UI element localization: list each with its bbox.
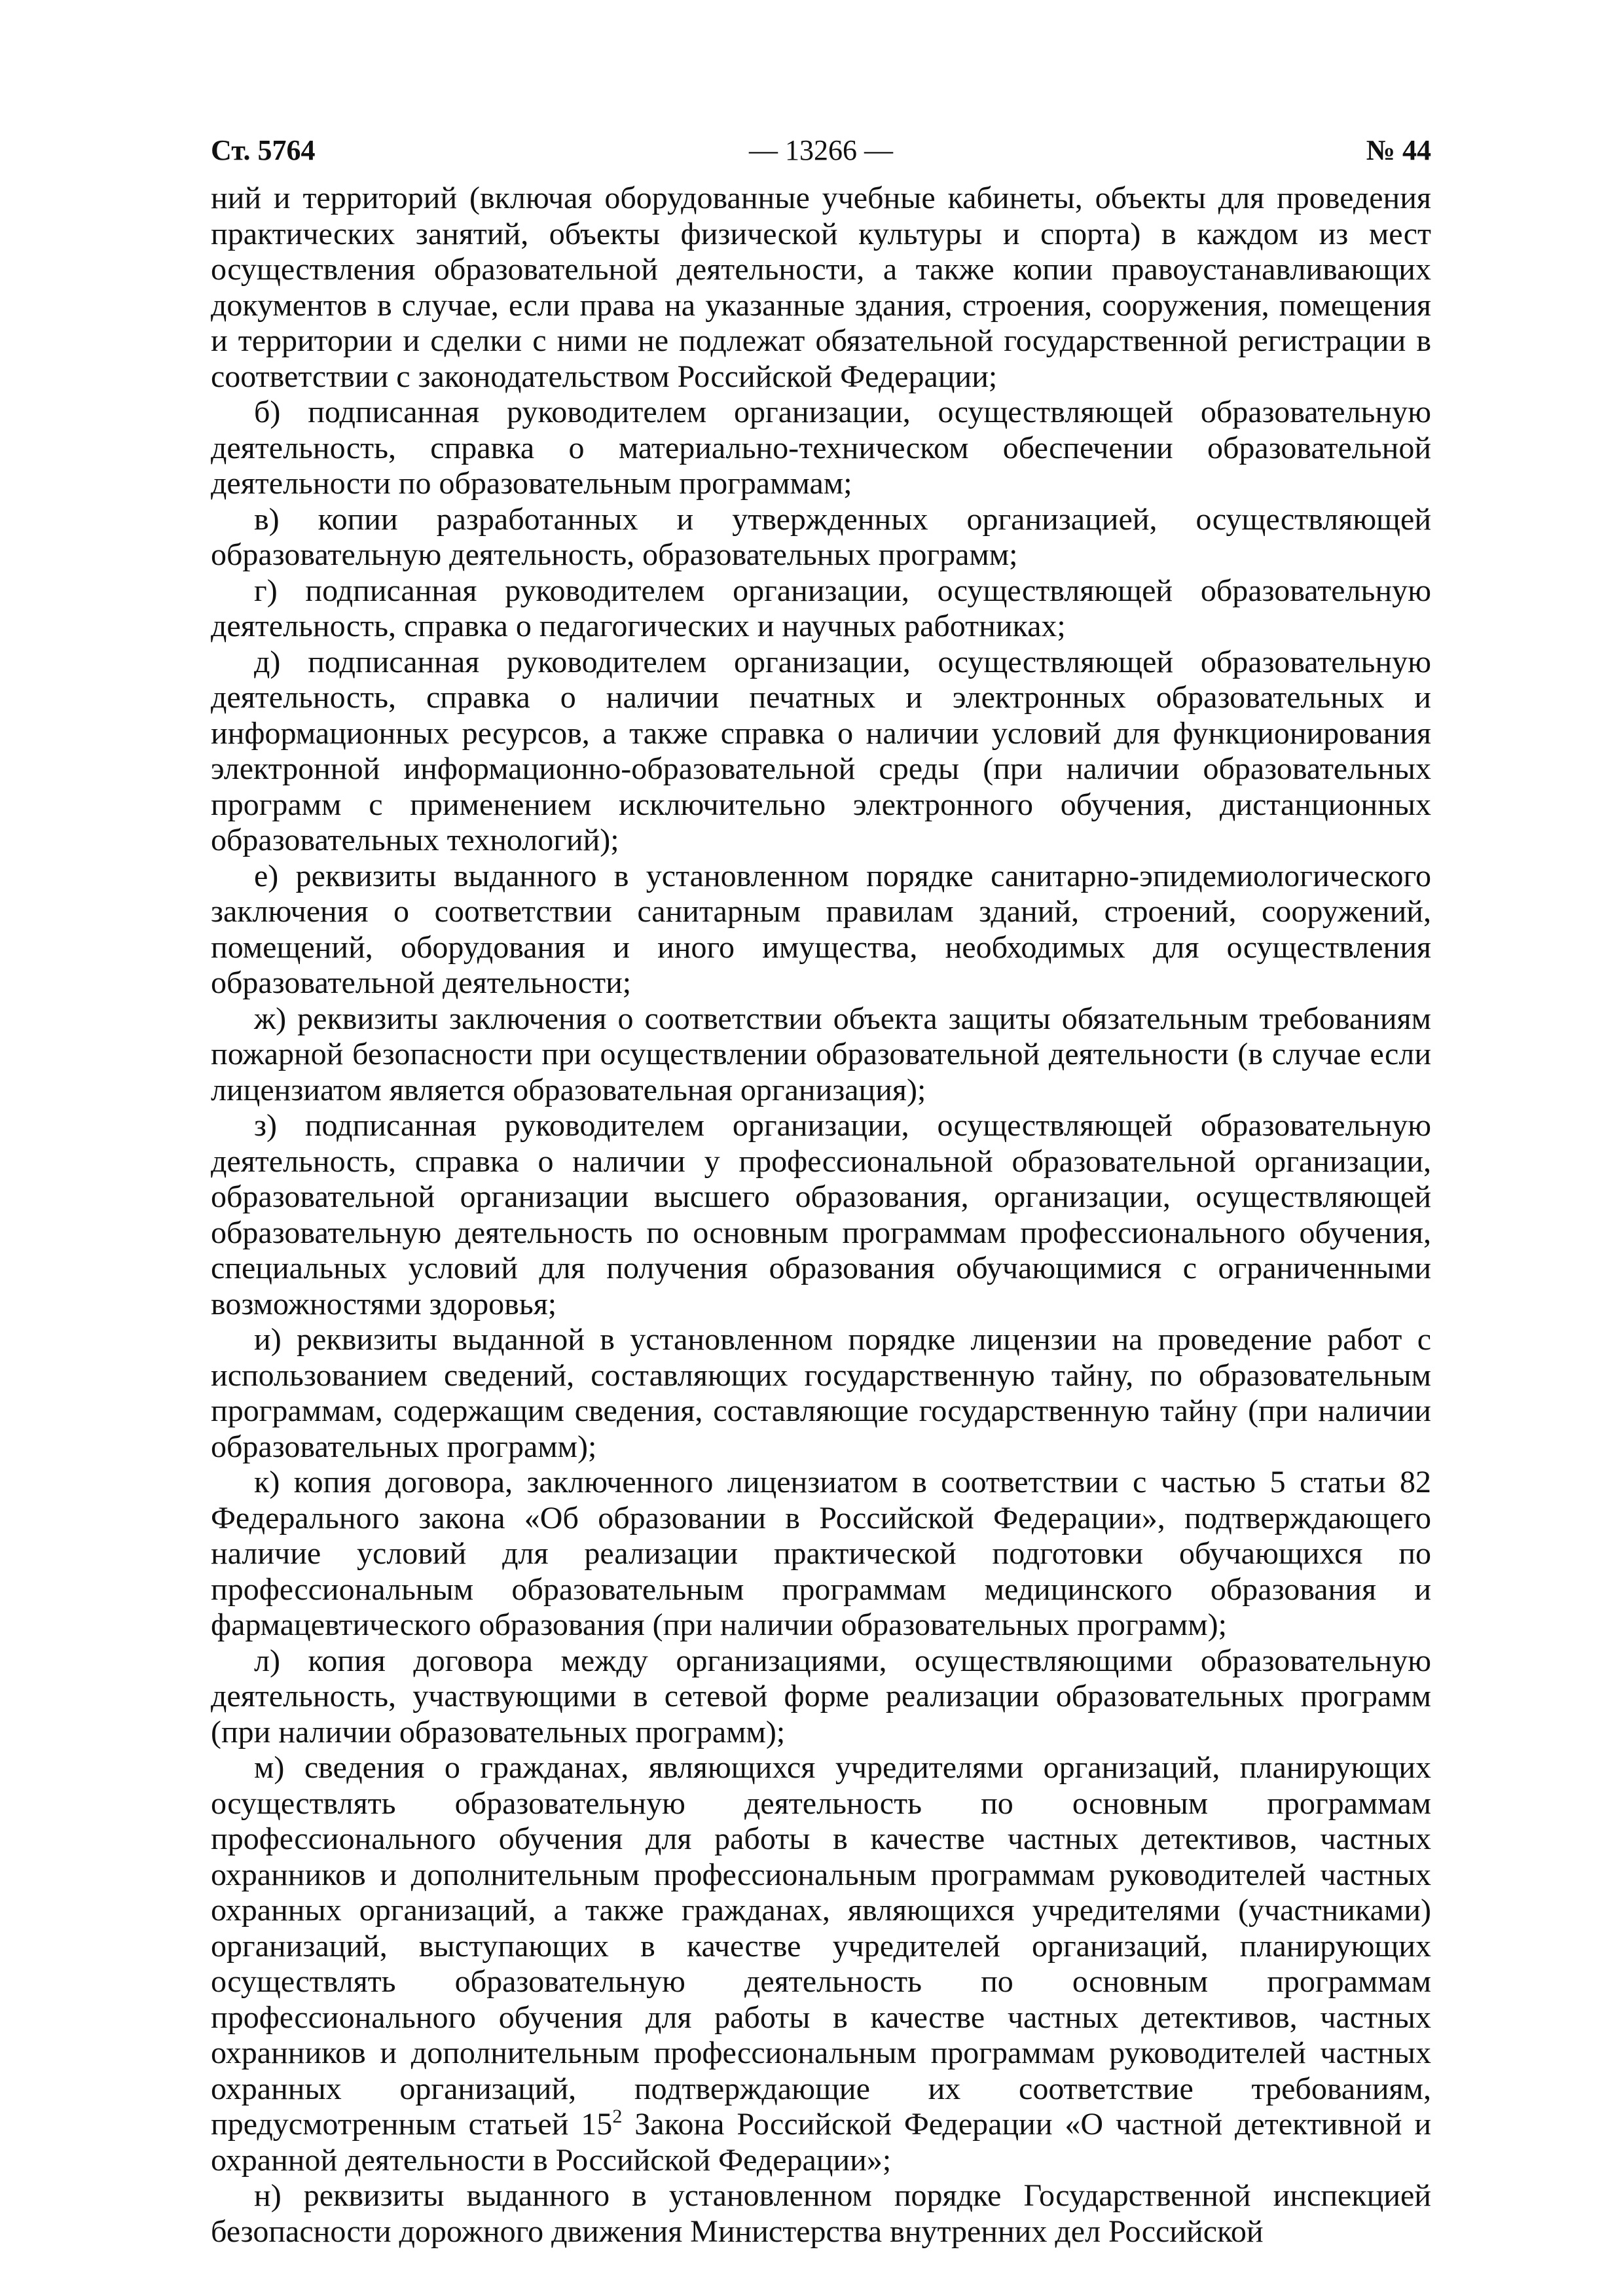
paragraph-item-g: г) подписанная руководителем организации, осуществляющей образовательную деятельность, справка о педагогических и научных работниках; bbox=[211, 573, 1431, 643]
paragraph-item-m-text: м) сведения о гражданах, являющихся учредителями организаций, планирующих осуществлять образовательную деятельность по основным программам профессионального обучения для работы в качестве частных детективов, частных охранников и дополнительным профессиональным программам руководителей частных охранных организаций, а также гражданах, являющихся учредителями (участниками) организаций, выступающих в качестве учредителей организаций, планирующих осуществлять образовательную деятельность по основным программам профессионального обучения для работы в качестве частных детективов, частных охранников и дополнительным профессиональным программам руководителей частных охранных организаций, подтверждающие их соответствие требованиям, предусмотренным статьей 15 bbox=[211, 1750, 1431, 2142]
page-header bbox=[211, 124, 1431, 181]
paragraph-item-e: е) реквизиты выданного в установленном порядке санитарно-эпидемиологического заключения о соответствии санитарным правилам зданий, строений, сооружений, помещений, оборудования и иного имущества, необходимых для осуществления образовательной деятельности; bbox=[211, 858, 1431, 1000]
paragraph-item-v: в) копии разработанных и утвержденных организацией, осуществляющей образовательную деятельность, образовательных программ; bbox=[211, 501, 1431, 572]
paragraph-item-l: л) копия договора между организациями, осуществляющими образовательную деятельность, участвующими в сетевой форме реализации образовательных программ (при наличии образовательных программ); bbox=[211, 1643, 1431, 1749]
paragraph-item-i: и) реквизиты выданной в установленном порядке лицензии на проведение работ с использованием сведений, составляющих государственную тайну, по образовательным программам, содержащим сведения, составляющие государственную тайну (при наличии образовательных программ); bbox=[211, 1322, 1431, 1464]
paragraph-item-m-tail: Закона Российской Федерации «О частной детективной и охранной деятельности в Российской Федерации»; bbox=[211, 2107, 1432, 2178]
paragraph-item-b: б) подписанная руководителем организации, осуществляющей образовательную деятельность, справка о материально-техническом обеспечении образовательной деятельности по образовательным программам; bbox=[211, 395, 1431, 501]
paragraph-continuation: ний и территорий (включая оборудованные учебные кабинеты, объекты для проведения практических занятий, объекты физической культуры и спорта) в каждом из мест осуществления образовательной деятельности, а также копии правоустанавливающих документов в случае, если права на указанные здания, строения, сооружения, помещения и территории и сделки с ними не подлежат обязательной государственной регистрации в соответствии с законодательством Российской Федерации; bbox=[211, 181, 1431, 394]
paragraph-item-z: з) подписанная руководителем организации, осуществляющей образовательную деятельность, справка о наличии у профессиональной образовательной организации, образовательной организации высшего образования, организации, осуществляющей образовательную деятельность по основным программам профессионального обучения, специальных условий для получения образования обучающимися с ограниченными возможностями здоровья; bbox=[211, 1108, 1431, 1321]
paragraph-item-d: д) подписанная руководителем организации, осуществляющей образовательную деятельность, справка о наличии печатных и электронных образовательных и информационных ресурсов, а также справка о наличии условий для функционирования электронной информационно-образовательной среды (при наличии образовательных программ с применением исключительно электронного обучения, дистанционных образовательных технологий); bbox=[211, 644, 1431, 857]
document-page bbox=[211, 124, 1431, 2250]
paragraph-item-m bbox=[211, 1750, 1431, 2178]
page-number: — 13266 — bbox=[749, 134, 893, 166]
paragraph-item-k: к) копия договора, заключенного лицензиатом в соответствии с частью 5 статьи 82 Федерального закона «Об образовании в Российской Федерации», подтверждающего наличие условий для реализации практической подготовки обучающихся по профессиональным образовательным программам медицинского образования и фармацевтического образования (при наличии образовательных программ); bbox=[211, 1465, 1431, 1642]
paragraph-item-n: н) реквизиты выданного в установленном порядке Государственной инспекцией безопасности дорожного движения Министерства внутренних дел Российской bbox=[211, 2178, 1431, 2249]
superscript: 2 bbox=[612, 2106, 623, 2127]
paragraph-item-zh: ж) реквизиты заключения о соответствии объекта защиты обязательным требованиям пожарной безопасности при осуществлении образовательной деятельности (в случае если лицензиатом является образовательная организация); bbox=[211, 1001, 1431, 1107]
issue-number: № 44 bbox=[1366, 134, 1431, 166]
document-body bbox=[211, 181, 1431, 2250]
article-number: Ст. 5764 bbox=[211, 134, 316, 166]
